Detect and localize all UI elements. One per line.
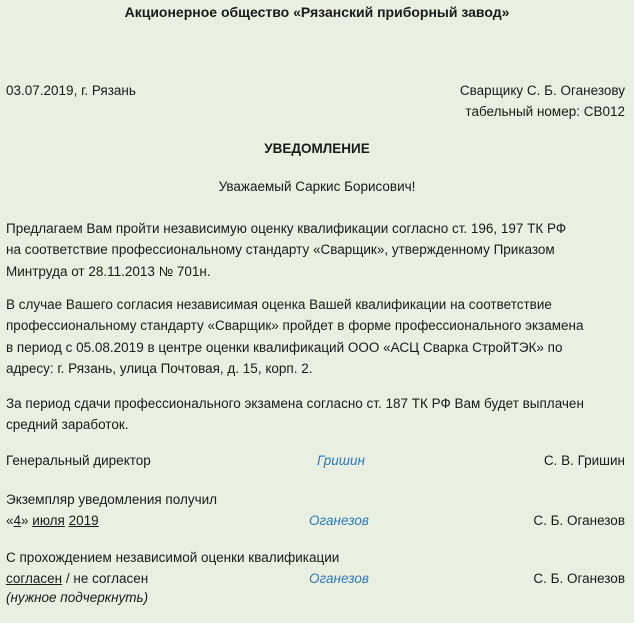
director-signature: Гришин: [317, 453, 365, 468]
date-month: июля: [32, 513, 65, 528]
paragraph-line: За период сдачи профессионального экзамена согласно ст. 187 ТК РФ Вам будет выплачен: [6, 396, 584, 411]
paragraph-line: Предлагаем Вам пройти независимую оценку квалификации согласно ст. 196, 197 ТК РФ: [6, 221, 567, 236]
paragraph-line: средний заработок.: [6, 417, 129, 433]
date-day: 4: [13, 513, 22, 528]
received-label: Экземпляр уведомления получил: [6, 492, 218, 507]
paragraph-1: [6, 218, 630, 282]
paragraph-line: В случае Вашего согласия независимая оценка Вашей квалификации на соответствие: [6, 297, 552, 312]
director-name: С. В. Гришин: [543, 453, 625, 468]
document-title: УВЕДОМЛЕНИЕ: [264, 141, 370, 156]
date-place: 03.07.2019, г. Рязань: [6, 83, 136, 98]
date-year: 2019: [68, 513, 99, 528]
paragraph-line: Минтруда от 28.11.2013 № 701н.: [6, 263, 211, 279]
greeting: Уважаемый Саркис Борисович!: [218, 179, 416, 194]
consent-choice: [6, 571, 148, 586]
recipient: Сварщику С. Б. Оганезову: [459, 83, 625, 98]
received-name: С. Б. Оганезов: [533, 513, 625, 528]
consent-note: (нужное подчеркнуть): [6, 590, 149, 605]
date-quote-open: «: [6, 513, 14, 528]
received-date: [6, 513, 99, 528]
paragraph-line: на соответствие профессиональному стандарту «Сварщик», утвержденному Приказом: [6, 242, 555, 258]
company-name: Акционерное общество «Рязанский приборный завод»: [124, 4, 510, 20]
paragraph-line: адресу: г. Рязань, улица Почтовая, д. 15, корп. 2.: [6, 360, 313, 376]
consent-name: С. Б. Оганезов: [533, 571, 625, 586]
paragraph-line: профессиональному стандарту «Сварщик» пройдет в форме профессионального экзамена: [6, 318, 584, 334]
consent-label: С прохождением независимой оценки квалификации: [6, 550, 340, 565]
consent-agree: согласен: [6, 571, 63, 586]
date-quote-close: »: [21, 513, 33, 528]
paragraph-2: [6, 294, 630, 379]
director-role: Генеральный директор: [6, 453, 151, 468]
consent-disagree: / не согласен: [62, 571, 149, 586]
paragraph-line: в период с 05.08.2019 в центре оценки квалификаций ООО «АСЦ Сварка СтройТЭК» по: [6, 339, 563, 355]
received-signature: Оганезов: [309, 513, 369, 528]
paragraph-3: [6, 393, 630, 436]
consent-signature: Оганезов: [309, 571, 369, 586]
tab-number: табельный номер: СВ012: [465, 104, 625, 119]
